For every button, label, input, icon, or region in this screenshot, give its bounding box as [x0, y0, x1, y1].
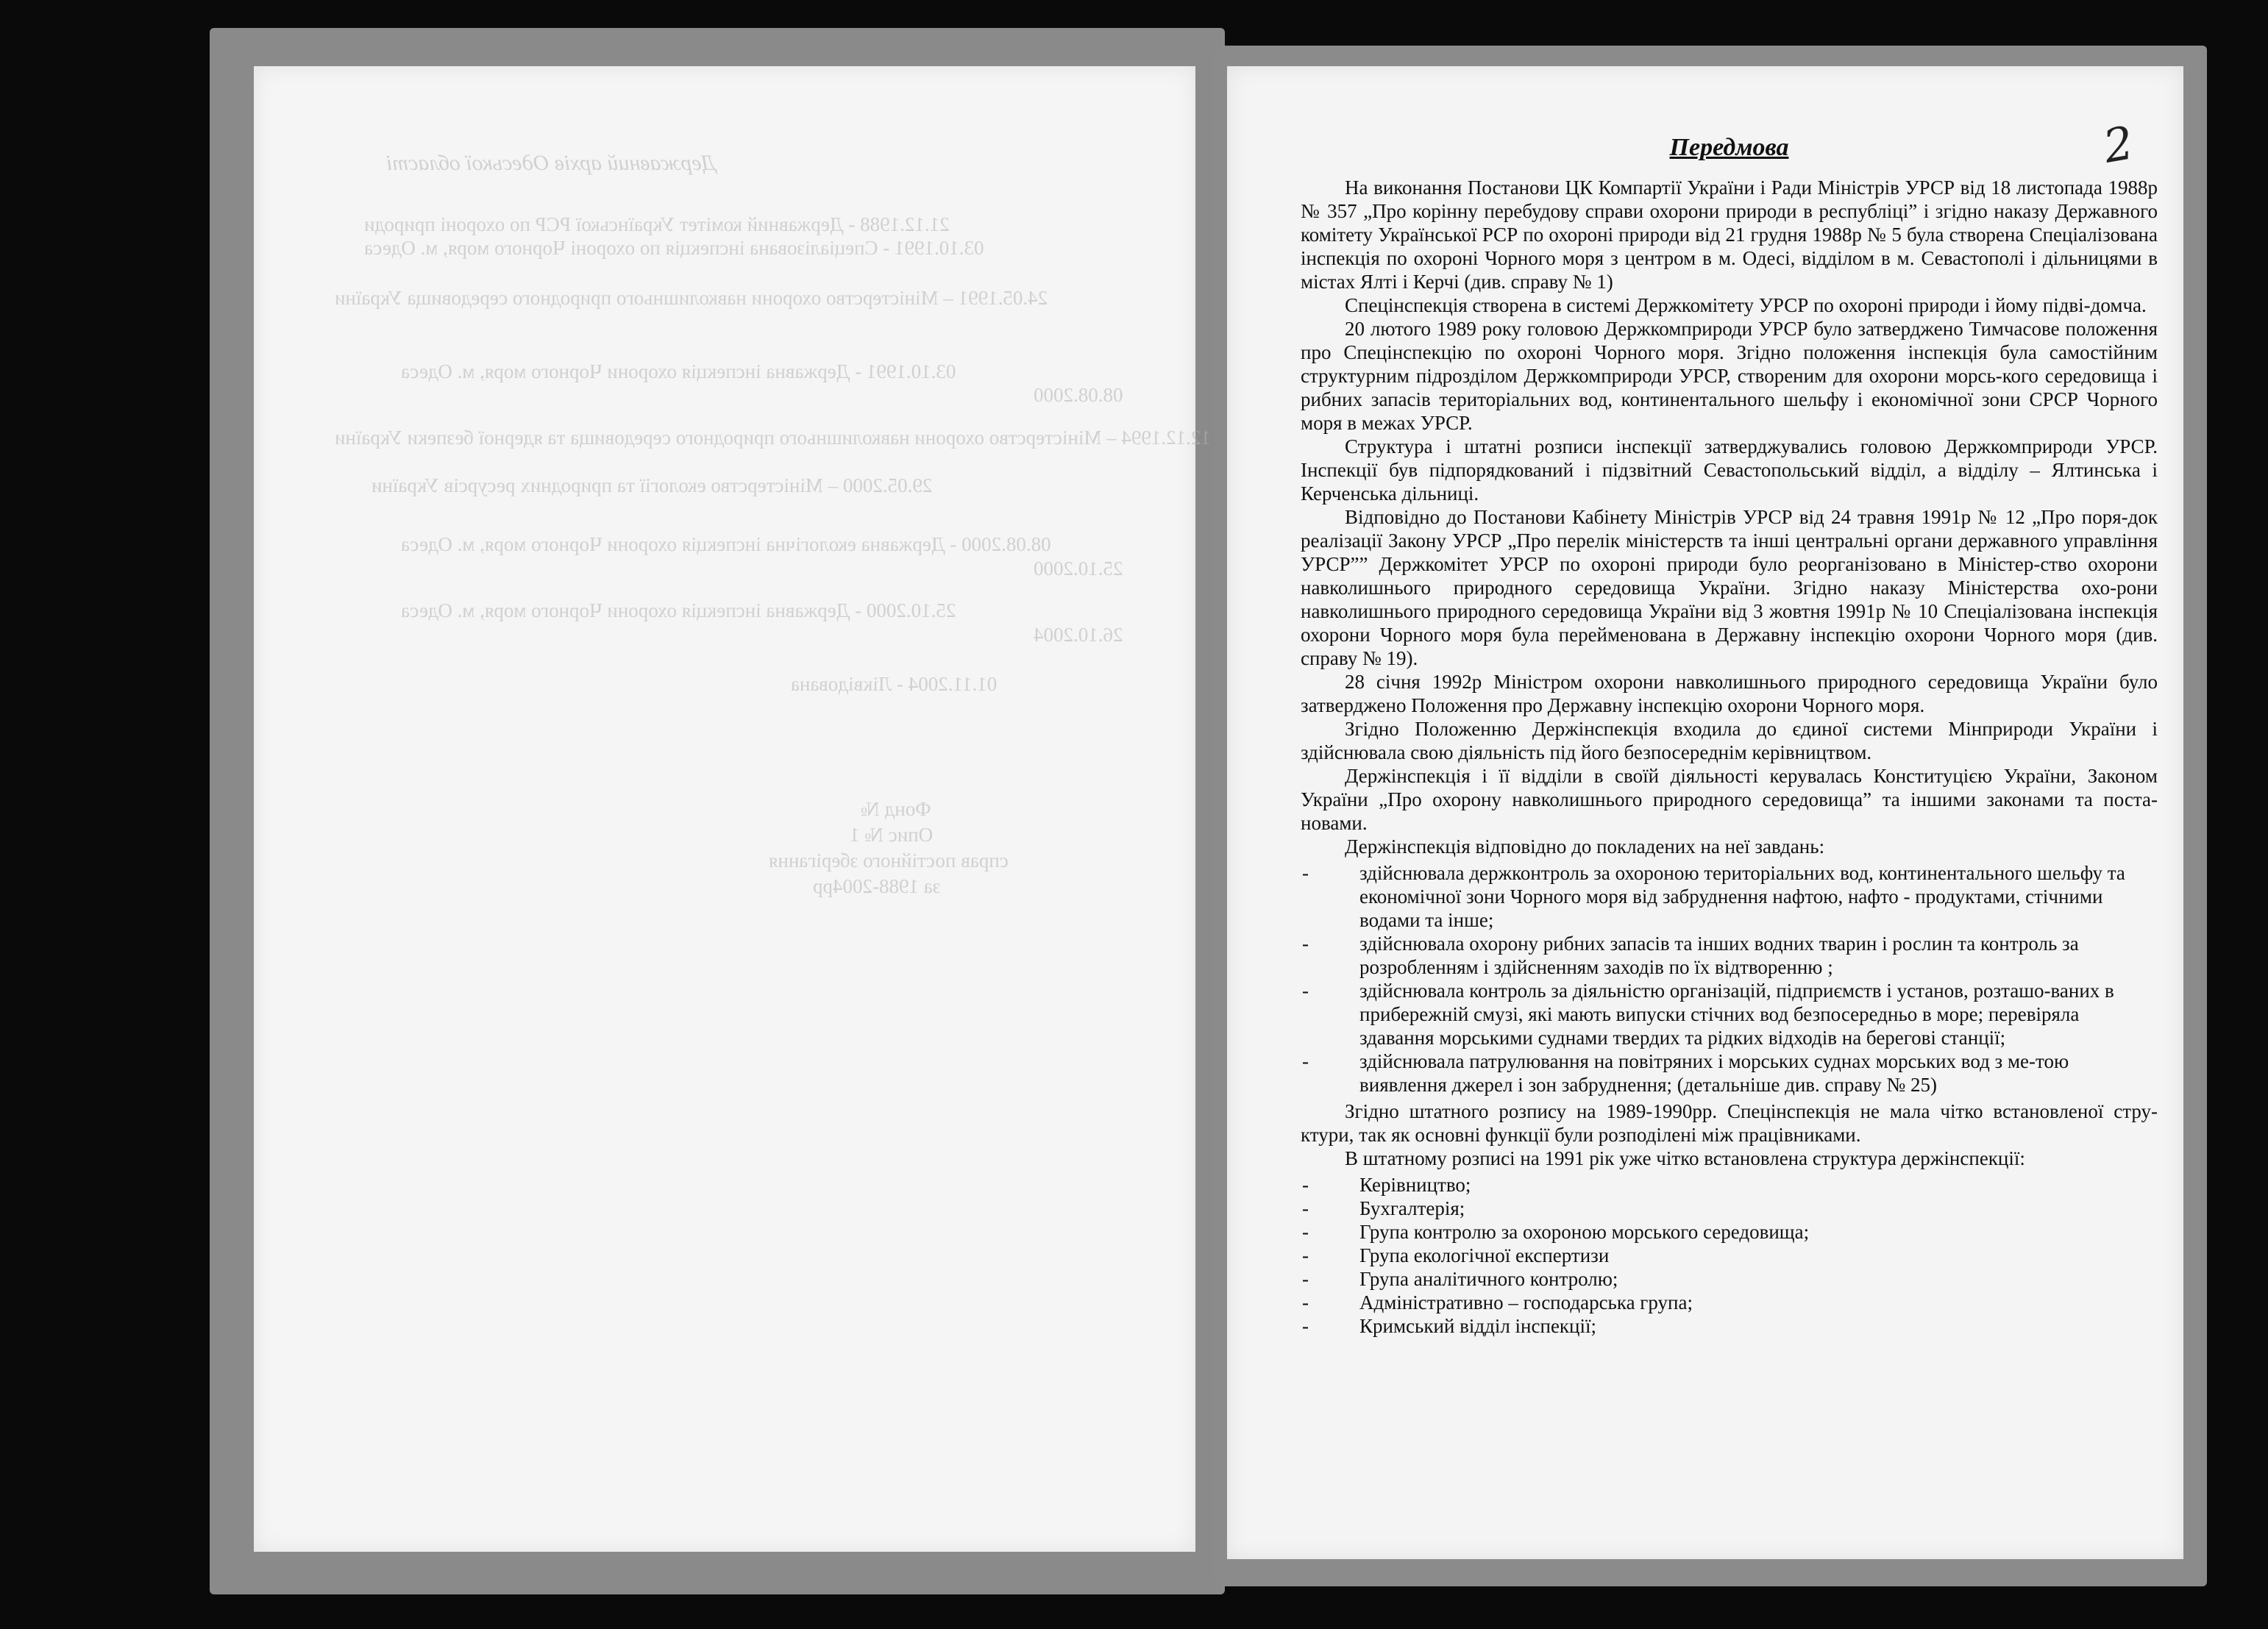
paragraph: На виконання Постанови ЦК Компартії України і Ради Міністрів УРСР від 18 листопада 1988р № 357 „Про корінну перебудову справи охорони природи в республіці” і згідно наказу Державного комітету Української РСР по охороні природи від 21 грудня 1988р № 5 була створена Спеціалізована інспекція по охороні Чорного моря з центром в м. Одесі, відділом в м. Севастополі і дільницями в містах Ялті і Керчі (див. справу № 1)	[1301, 177, 2158, 293]
bleed-line: 25.10.2000 - Державна інспекція охорони Чорного моря, м. Одеса	[401, 599, 956, 621]
bleed-line: Державний архів Одеської області	[386, 151, 716, 175]
list-item: - Бухгалтерія;	[1301, 1197, 2158, 1220]
bleed-line: 03.10.1991 - Державна інспекція охорони Чорного моря, м. Одеса	[401, 360, 956, 382]
paragraph: Згідно Положенню Держінспекція входила до єдиної системи Мінприроди України і здійснювала свою діяльність під його безпосереднім керівництвом.	[1301, 718, 2158, 763]
bleed-line: 08.08.2000 - Державна екологічна інспекція охорони Чорного моря, м. Одеса	[401, 533, 1051, 555]
paragraph: 20 лютого 1989 року головою Держкомприроди УРСР було затверджено Тимчасове положення про Спецінспекцію по охороні Чорного моря. Згідно положення інспекція була самостійним структурним підрозділом Держкомприроди УРСР, створеним для охорони морсь-кого середовища і рибних запасів територіальних вод, континентального шельфу і економічної зони СРСР Чорного моря в межах УРСР.	[1301, 318, 2158, 434]
structure-list	[1301, 1173, 2158, 1338]
paragraph: Спецінспекція створена в системі Держкомітету УРСР по охороні природи і йому підві-домча.	[1345, 294, 2147, 316]
list-item: - здійснювала охорону рибних запасів та інших водних тварин і рослин та контроль за розробленням і здійсненням заходів по їх відтворенню ;	[1301, 932, 2158, 979]
bleed-line: 08.08.2000	[1034, 384, 1123, 406]
document-body	[1301, 129, 2158, 1341]
list-item: - здійснювала контроль за діяльністю організацій, підприємств і установ, розташо-ваних в прибережній смузі, які мають випуски стічних вод безпосередньо в море; перевіряла здавання морськими суднами твердих та рідких відходів на берегові станції;	[1301, 979, 2158, 1049]
list-item: - здійснювала патрулювання на повітряних і морських суднах морських вод з ме-тою виявлення джерел і зон забруднення; (детальніше див. справу № 25)	[1301, 1049, 2158, 1097]
paragraph: Згідно штатного розпису на 1989-1990рр. Спецінспекція не мала чітко встановленої стру-ктури, так як основні функції були розподілені між працівниками.	[1301, 1100, 2158, 1146]
paragraph: В штатному розписі на 1991 рік уже чітко встановлена структура держінспекції:	[1345, 1147, 2025, 1169]
tasks-list	[1301, 861, 2158, 1097]
bleed-line: 21.12.1988 - Державний комітет Української РСР по охороні природи	[364, 213, 950, 235]
list-item: - Кримський відділ інспекції;	[1301, 1314, 2158, 1338]
bleed-line: 24.05.1991 – Міністерство охорони навколишнього природного середовища України	[335, 287, 1048, 309]
left-page	[254, 66, 1211, 1552]
paragraph: Структура і штатні розписи інспекції затверджувались головою Держкомприроди УРСР. Інспекції був підпорядкований і підзвітний Севастопольський відділ, а відділу – Ялтинська і Керченська дільниці.	[1301, 435, 2158, 505]
bleed-line: 12.12.1994 – Міністерство охорони навколишнього природного середовища та ядерної безпеки України	[335, 427, 1211, 449]
list-item: - Група екологічної експертизи	[1301, 1244, 2158, 1267]
bleed-line: Опис № 1	[850, 824, 934, 846]
list-item: - Група контролю за охороною морського середовища;	[1301, 1220, 2158, 1244]
bleed-line: справ постійного зберігання	[769, 849, 1009, 871]
paragraph: Держінспекція і її відділи в своїй діяльності керувалась Конституцією України, Законом України „Про охорону навколишнього природного середовища” та іншими законами та поста-новами.	[1301, 765, 2158, 834]
paragraph: 28 січня 1992р Міністром охорони навколишнього природного середовища України було затверджено Положення про Державну інспекцію охорони Чорного моря.	[1301, 671, 2158, 716]
bleed-line: 29.05.2000 – Міністерство екології та природних ресурсів України	[372, 474, 933, 496]
list-item: - Керівництво;	[1301, 1173, 2158, 1197]
list-item: - Група аналітичного контролю;	[1301, 1267, 2158, 1291]
bleed-line: 03.10.1991 - Спеціалізована інспекція по охороні Чорного моря, м. Одеса	[364, 237, 984, 259]
bleed-line: Фонд №	[861, 798, 931, 820]
paragraph: Відповідно до Постанови Кабінету Міністрів УРСР від 24 травня 1991р № 12 „Про поря-док реалізації Закону УРСР „Про перелік міністерств та інші центральні органи державного управління УРСР”” Держкомітет УРСР по охороні природи було реорганізовано в Міністер-ство охорони навколишнього природного середовища України. Згідно наказу Міністерства охо-рони навколишнього природного середовища України від 3 жовтня 1991р № 10 Спеціалізована інспекція охорони Чорного моря була перейменована в Державну інспекцію охорони Чорного моря (див. справу № 19).	[1301, 506, 2158, 669]
bleed-line: 01.11.2004 - Ліквідована	[791, 673, 998, 695]
handwritten-page-number: 2	[2099, 115, 2138, 174]
bleed-line: 26.10.2004	[1034, 624, 1123, 646]
bleed-line: 25.10.2000	[1034, 557, 1123, 580]
page-title: Передмова	[1669, 134, 1789, 161]
list-item: - Адміністративно – господарська група;	[1301, 1291, 2158, 1314]
list-item: - здійснювала держконтроль за охороною територіальних вод, континентального шельфу та економічної зони Чорного моря від забруднення нафтою, нафто - продуктами, стічними водами та інше;	[1301, 861, 2158, 932]
paragraph: Держінспекція відповідно до покладених на неї завдань:	[1345, 835, 1825, 858]
bleed-line: за 1988-2004рр	[813, 875, 941, 897]
